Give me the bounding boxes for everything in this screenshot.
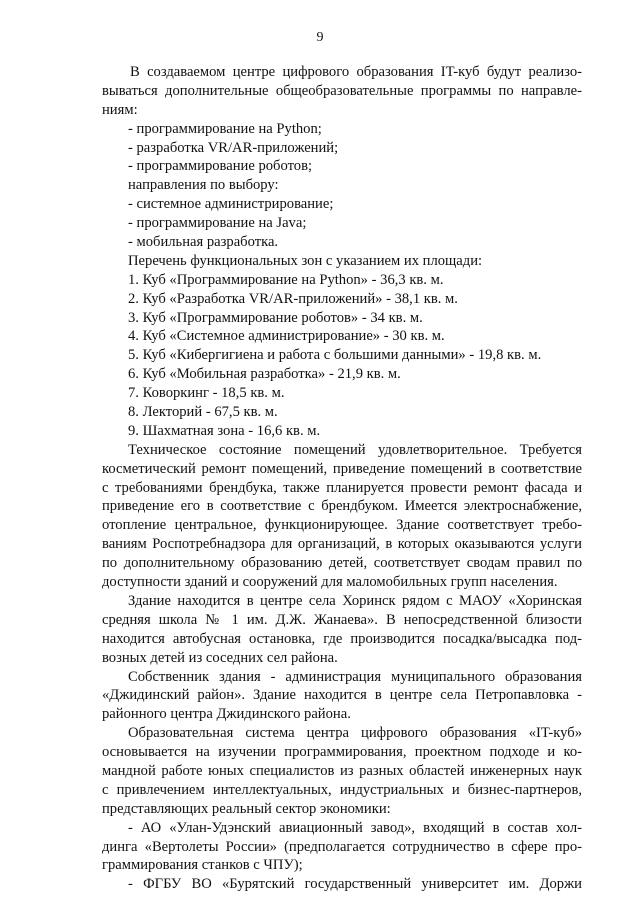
text-line: - программирование роботов; (128, 158, 313, 175)
text-line: мандной работе юных специалистов из разных областей инженерных наук (102, 762, 582, 779)
document-body (102, 63, 582, 894)
text-line: - системное администрирование; (128, 196, 334, 213)
text-line: представляющих реальный сектор экономики: (102, 800, 391, 817)
text-line: по дополнительному образованию детей, соответствует сводам правил по (102, 555, 582, 572)
page-number: 9 (316, 30, 324, 45)
text-line: Здание находится в центре села Хоринск рядом с МАОУ «Хоринская (128, 592, 582, 609)
text-line: граммирования станков с ЧПУ); (102, 857, 303, 874)
text-line: - АО «Улан-Удэнский авиационный завод», входящий в состав хол- (128, 819, 582, 836)
text-line: направления по выбору: (128, 177, 279, 194)
text-line: 5. Куб «Кибергигиена и работа с большими данными» - 19,8 кв. м. (128, 347, 542, 364)
text-line: 2. Куб «Разработка VR/AR-приложений» - 38,1 кв. м. (128, 290, 458, 307)
text-line: - мобильная разработка. (128, 234, 279, 251)
text-line: приведение его в соответствие с брендбуком. Имеется электроснабжение, (102, 498, 582, 515)
text-line: 9. Шахматная зона - 16,6 кв. м. (128, 422, 321, 439)
text-line: - разработка VR/AR-приложений; (128, 139, 339, 156)
text-line: 1. Куб «Программирование на Python» - 36,3 кв. м. (128, 271, 444, 288)
text-line: средняя школа № 1 им. Д.Ж. Жанаева». В непосредственной близости (102, 611, 582, 628)
text-line: возных детей из соседних сел района. (102, 649, 338, 666)
text-line: - программирование на Python; (128, 120, 322, 137)
text-line: Перечень функциональных зон с указанием их площади: (128, 252, 483, 269)
text-line: Собственник здания - администрация муниципального образования (128, 668, 582, 685)
text-line: отопление центральное, функционирующее. Здание соответствует требо- (102, 517, 582, 534)
text-line: доступности зданий и сооружений для маломобильных групп населения. (102, 574, 558, 591)
text-line: вываться дополнительные общеобразовательные программы по направле- (102, 82, 582, 99)
text-line: «Джидинский район». Здание находится в центре села Петропавловка - (102, 687, 582, 704)
text-line: косметический ремонт помещений, приведение помещений в соответствие (102, 460, 582, 477)
text-line: находится автобусная остановка, где производится посадка/высадка под- (102, 630, 582, 647)
text-line: 8. Лекторий - 67,5 кв. м. (128, 404, 278, 421)
text-line: 4. Куб «Системное администрирование» - 30 кв. м. (128, 328, 445, 345)
text-line: Образовательная система центра цифрового образования «IT-куб» (128, 725, 582, 742)
text-line: динга «Вертолеты России» (предполагается сотрудничество в сфере про- (102, 838, 582, 855)
text-line: основывается на изучении программирования, проектном подходе и ко- (102, 744, 582, 761)
text-line: 6. Куб «Мобильная разработка» - 21,9 кв. м. (128, 366, 401, 383)
text-line: 3. Куб «Программирование роботов» - 34 кв. м. (128, 309, 423, 326)
text-line: - ФГБУ ВО «Бурятский государственный университет им. Доржи (128, 876, 582, 893)
text-line: с привлечением интеллектуальных, индустриальных и бизнес-партнеров, (102, 781, 582, 798)
text-line: В создаваемом центре цифрового образования IT-куб будут реализо- (130, 64, 582, 80)
text-line: районного центра Джидинского района. (102, 706, 351, 723)
text-line: Техническое состояние помещений удовлетворительное. Требуется (128, 441, 582, 458)
text-line: 7. Коворкинг - 18,5 кв. м. (128, 385, 285, 402)
text-line: ваниям Роспотребнадзора для организаций, в которых оказываются услуги (102, 536, 582, 553)
text-line: с требованиями брендбука, также планируется провести ремонт фасада и (102, 479, 582, 496)
text-line: - программирование на Java; (128, 215, 307, 232)
text-line: ниям: (102, 101, 138, 118)
